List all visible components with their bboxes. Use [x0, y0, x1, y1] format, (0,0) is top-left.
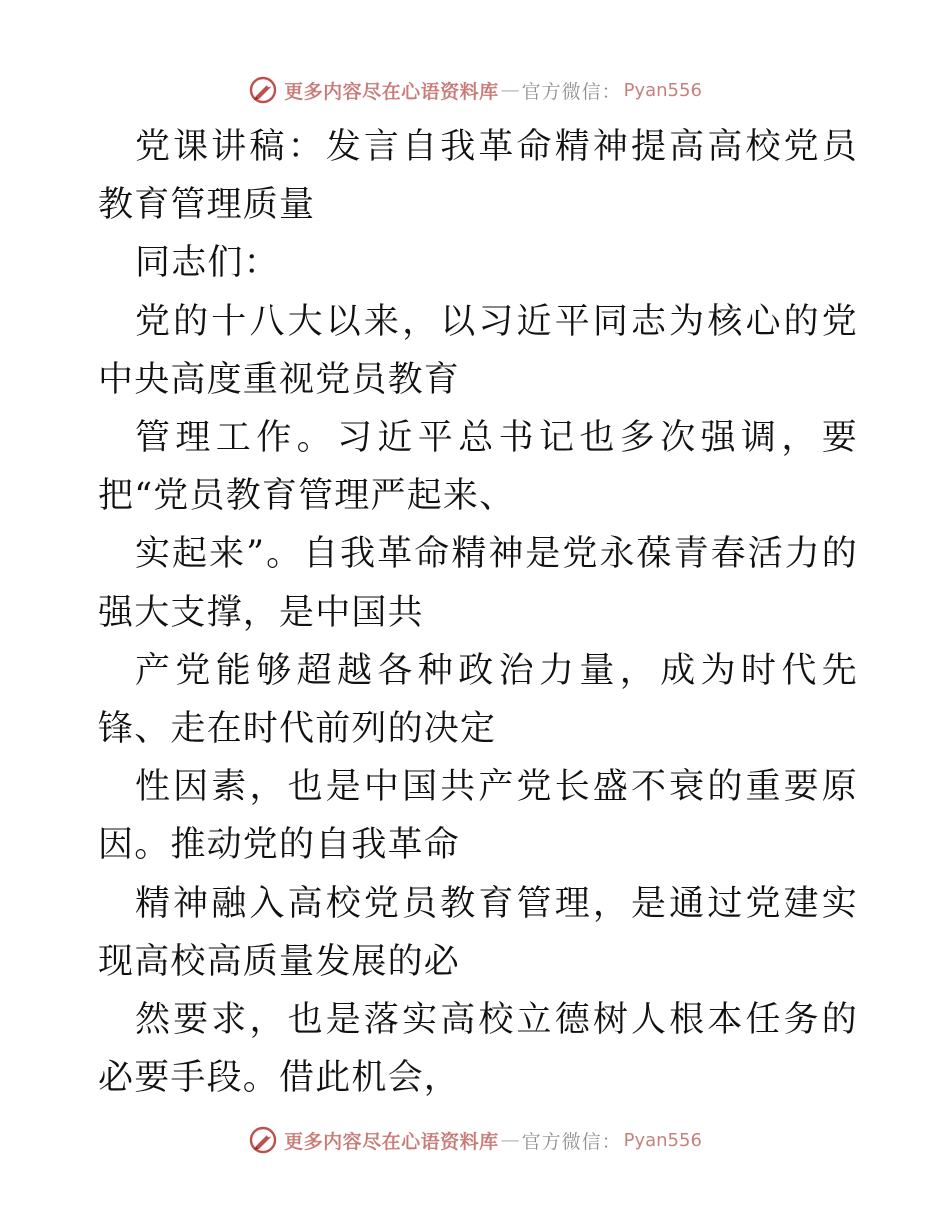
watermark-brand: 更多内容尽在心语资料库 [284, 1130, 499, 1153]
footer-watermark [0, 1122, 950, 1158]
watermark-separator: — [500, 1129, 520, 1151]
header-watermark [0, 72, 950, 108]
paragraph: 产党能够超越各种政治力量，成为时代先锋、走在时代前列的决定 [98, 650, 858, 750]
watermark-brand: 更多内容尽在心语资料库 [284, 80, 499, 103]
watermark-account: Pyan556 [623, 1129, 702, 1151]
watermark-account: Pyan556 [623, 79, 702, 101]
pen-circle-logo-icon [248, 75, 278, 105]
paragraph: 性因素，也是中国共产党长盛不衰的重要原因。推动党的自我革命 [98, 767, 858, 866]
document-body [98, 118, 858, 1107]
watermark-official-label: 官方微信： [521, 1130, 622, 1153]
paragraph: 精神融入高校党员教育管理，是通过党建实现高校高质量发展的必 [98, 883, 858, 982]
document-title: 党课讲稿：发言自我革命精神提高高校党员教育管理质量 [98, 127, 858, 226]
paragraph: 管理工作。习近平总书记也多次强调，要把“党员教育管理严起来、 [98, 418, 858, 517]
pen-circle-logo-icon [248, 1125, 278, 1155]
watermark-official-label: 官方微信： [521, 80, 622, 103]
watermark-separator: — [500, 79, 520, 101]
paragraph: 实起来”。自我革命精神是党永葆青春活力的强大支撑，是中国共 [98, 534, 858, 633]
paragraph: 党的十八大以来，以习近平同志为核心的党中央高度重视党员教育 [98, 301, 858, 400]
salutation: 同志们： [135, 243, 280, 284]
paragraph: 然要求，也是落实高校立德树人根本任务的必要手段。借此机会， [98, 1000, 858, 1099]
